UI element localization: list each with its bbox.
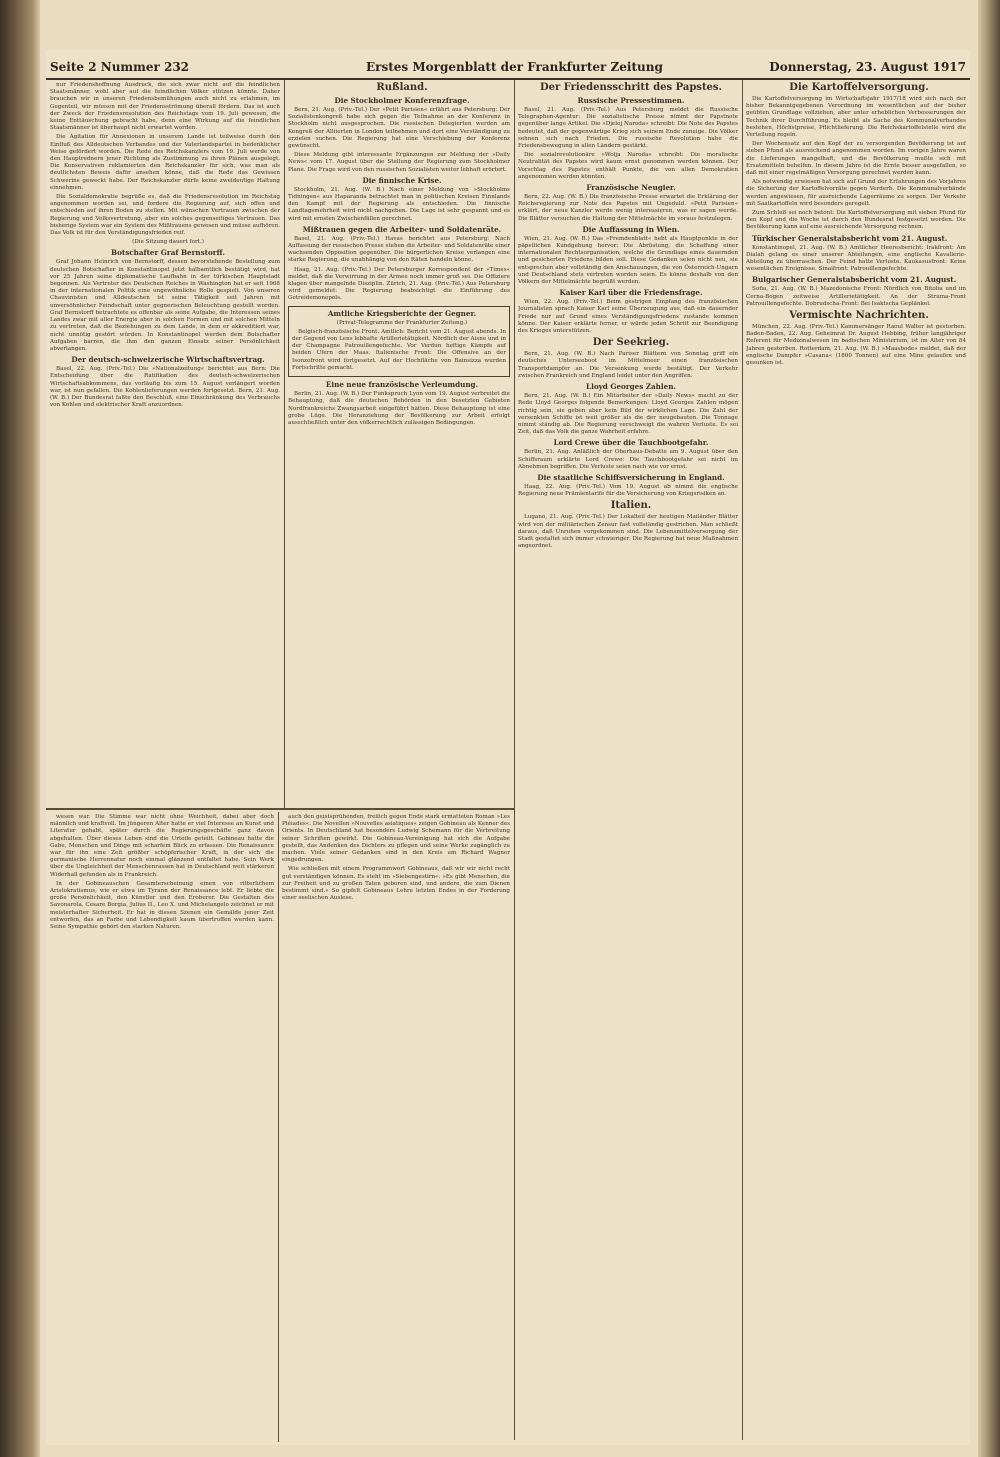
subheadline: Französische Neugier.	[586, 183, 676, 193]
article-text: Die Sozialdemokratie begrüße es, daß die Friedensresolution im Reichstag angenommen worden sei, und fordere die Regierung auf, sich offen und entschieden auf ihren Boden zu stellen. Mit wünschen Vertrauen zwischen der Regierung und Volksvertretung, aber ein solches gegenseitiges Vertrauen. Das bisherige System war ein System des Mißtrauens gewesen und müsse aufhören. Das Volk ist für den Verständigungsfrieden reif.	[50, 194, 280, 237]
article-text: Stockholm, 21. Aug. (W. B.) Nach einer Meldung von »Stockholms Tidningen« aus Haparanda betrachtet man in politischen Kreisen Finnlands den Kampf mit der Regierung als entschieden. Die finnische Landtagsmehrheit wird nicht nachgeben. Die Lage ist sehr gespannt und es wird mit ernsten Zwischenfällen gerechnet.	[288, 186, 510, 222]
article-text: Diese Meldung gibt interessante Ergänzungen zur Meldung der »Daily News« vom 17. August über die Stellung der Regierung zum Stockholmer Plane. Die Frage wird von den russischen Sozialisten weiter lebhaft erörtert.	[288, 152, 510, 173]
article-text: Berlin, 21. Aug. (W. B.) Der Funkspruch Lyon vom 19. August verbreitet die Behauptung, daß die deutschen Behörden in den besetzten Gebieten Nordfrankreichs Zwangsarbeit eingeführt hätten. Diese Behauptung ist eine grobe Lüge. Die Heranziehung der Bevölkerung zur Arbeit erfolgt ausschließlich unter den völkerrechtlich zulässigen Bedingungen.	[288, 391, 510, 426]
newspaper-page	[46, 50, 970, 1445]
article-text: Lugano, 21. Aug. (Priv.-Tel.) Der Lokalteil der heutigen Mailänder Blätter wird von der militärischen Zensur fast vollständig gestrichen. Man schließt daraus, daß Unruhen vorgekommen sind. Die Lebensmittelversorgung der Stadt gestaltet sich immer schwieriger. Die Regierung hat neue Maßnahmen angeordnet.	[518, 514, 738, 550]
masthead: Erstes Morgenblatt der Frankfurter Zeitung	[366, 60, 663, 74]
headline: Die Kartoffelversorgung.	[789, 82, 929, 93]
column-3	[518, 82, 738, 1438]
feuilleton-text: auch den geistsprühenden, freilich gegen Ende stark ermatteten Roman »Les Pléiades«. Die Novellen »Nouvelles asiatiques« zeigen Gobineau als Kenner des Orients. In Deutschland hat besonders Ludwig Schemann für die Verbreitung seiner Schriften gewirkt. Die Gobineau-Vereinigung hat sich die Aufgabe gestellt, das Andenken des Dichters zu pflegen und seine Werke zugänglich zu machen. Viele seiner Gedanken sind in den Kreis um Richard Wagner eingedrungen.	[282, 814, 510, 864]
article-text: Bern, 21. Aug. (W. B.) Ein Mitarbeiter der »Daily News« macht zu der Rede Lloyd Georges folgende Bemerkungen: Lloyd Georges Zahlen mögen richtig sein, sie geben aber kein Bild der wirklichen Lage. Die Zahl der versenkten Schiffe ist weit größer als die der neugebauten. Die Tonnage nimmt ständig ab. Die Regierung verschweigt die wahren Verluste. Es sei Zeit, daß das Volk die ganze Wahrheit erfahre.	[518, 393, 738, 436]
article-text: Die Agitation für Annexionen in unserem Lande ist teilweise durch den Einfluß des Alldeutschen Verbandes und der Vaterlandspartei in bedenklicher Weise gefördert worden. Die Rede des Reichskanzlers vom 19. Juli werde von den Hauptrednern jener Richtung als Zustimmung zu ihren Plänen ausgelegt. Die Konservativen reklamierten den Reichskanzler für sich, was man als deutlichsten Beweis dafür ansehen könne, daß die Rede das Gewissen Schwerins geweckt habe. Der Reichskanzler dürfe keine zweideutige Haltung einnehmen.	[50, 134, 280, 191]
subheadline: Kaiser Karl über die Friedensfrage.	[559, 288, 703, 298]
headline: Der Seekrieg.	[592, 337, 670, 349]
article-text: Zum Schluß sei noch betont: Die Kartoffelversorgung mit sieben Pfund für den Kopf und die Woche ist durch den Bundesrat festgesetzt worden. Die Bevölkerung kann auf eine ausreichende Versorgung rechnen.	[746, 210, 966, 231]
book-binding	[0, 0, 40, 1457]
article-text: Basel, 21. Aug. (Priv.-Tel.) Aus Petersburg meldet die Russische Telegraphen-Agentur: Die sozialistische Presse nimmt der Papstnote gegenüber lange Artikel. Die »Djeloj Naroda« schreibt: Die Note des Papstes bedeutet, daß der gegenwärtige Krieg sich seinem Ende zuneige. Die Völker sehnen sich nach Frieden. Die russische Revolution habe die Friedensbewegung in allen Ländern gestärkt.	[518, 107, 738, 150]
article-text: Basel, 21. Aug. (Priv.-Tel.) Havas berichtet aus Petersburg: Nach Auffassung der russischen Presse stehen die Arbeiter- und Soldatenräte einer wachsenden Opposition gegenüber. Die bürgerlichen Kreise verlangen eine starke Regierung, die unabhängig von den Räten handeln könne.	[288, 235, 510, 264]
article-text: Belgisch-französische Front. Amtlich: Bericht vom 21. August abends. In der Gegend von Lens lebhafte Artillerietätigkeit. Nördlich der Aisne und in der Champagne Patrouillengefechte. Vor Verdun heftige Kämpfe auf beiden Ufern der Maas. Italienische Front: Die Offensive an der Isonzofront wird fortgesetzt. Auf der Hochfläche von Bainsizza wurden Fortschritte gemacht.	[292, 328, 506, 371]
feuilleton-column-2	[282, 814, 510, 1438]
article-text: Bern, 22. Aug. (W. B.) Die französische Presse erwartet die Erklärung der Reichsregierung zur Note des Papstes mit Ungeduld. »Petit Parisien« erklärt, der neue Kanzler werde wenig interessieren, was er sagen werde. Die Blätter versuchen die Haltung der Mittelmächte im voraus festzulegen.	[518, 194, 738, 222]
subheadline: Lloyd Georges Zahlen.	[586, 382, 676, 392]
feuilleton-column-1	[50, 814, 274, 1438]
article-text: Bern, 21. Aug. (Priv.-Tel.) Der »Petit Parisien« erfährt aus Petersburg: Der Sozialistenkongreß habe sich gegen die Teilnahme an der Konferenz in Stockholm nicht ausgesprochen. Die russischen Delegierten werden am Kongreß der Alliierten in London teilnehmen und dort eine Verständigung zu erzielen suchen. Die Regierung hat eine Verschiebung der Konferenz gewünscht.	[288, 107, 510, 150]
article-text: Basel, 22. Aug. (Priv.-Tel.) Die »Nationalzeitung« berichtet aus Bern: Die Entscheidung über die Ratifikation des deutsch-schweizerischen Wirtschaftsabkommens, das vorläufig bis zum 15. August verlängert worden war, ist nun gefallen. Die Kohlenlieferungen werden fortgesetzt. Bern, 21. Aug. (W. B.) Der Bundesrat faßte den Beschluß, eine Einschränkung des Verbrauchs von Kohlen und elektrischer Kraft anzuordnen.	[50, 366, 280, 409]
subheadline: Die Stockholmer Konferenzfrage.	[334, 96, 470, 105]
headline: Italien.	[610, 500, 652, 512]
column-rule	[284, 80, 285, 808]
war-reports-box	[288, 306, 510, 377]
article-text: Konstantinopel, 21. Aug. (W. B.) Amtlicher Heeresbericht: Irakfront: Am Dialah gelang es einer unserer Abteilungen, eine englische Kavallerie-Abteilung zu überraschen. Der Feind hatte Verluste. Kaukasusfront: Keine wesentlichen Ereignisse. Sinaifront: Patrouillengefechte.	[746, 244, 966, 273]
column-2	[288, 82, 510, 806]
article-text: Bern, 21. Aug. (W. B.) Nach Pariser Blättern von Sonntag griff ein deutsches Unterseeboot im Mittelmeer einen französischen Transportdampfer an. Die Versenkung wurde bestätigt. Der Verkehr zwischen Frankreich und England leidet unter den Angriffen.	[518, 351, 738, 379]
next-page-edge	[978, 0, 1000, 1457]
session-note: (Die Sitzung dauert fort.)	[132, 239, 204, 246]
article-text: Als notwendig erwiesen hat sich auf Grund der Erfahrungen des Vorjahres die Sicherung der Kartoffelvorräte gegen Verderb. Die Kommunalverbände werden angewiesen, für ausreichende Lagerräume zu sorgen. Der Verkehr mit Saatkartoffeln wird besonders geregelt.	[746, 179, 966, 207]
feuilleton-text: wesen war. Die Stimme war nicht ohne Weichheit, dabei aber doch männlich und kraftvoll. Im jüngeren Alter hatte er viel Interesse an Kunst und Literatur gehabt, später durch die Regierungsgeschäfte ganz davon abgehalten. Über dieses Leben sind die Urteile geteilt. Gobineau hatte die Gabe, Menschen und Dinge mit scharfem Blick zu erfassen. Die Renaissance war für ihn eine Zeit größter schöpferischer Kraft, in der sich die germanische Herrennatur noch einmal glänzend entfaltet habe. Sein Werk über die Ungleichheit der Menschenrassen hat in Deutschland weit stärkeren Widerhall gefunden als in Frankreich.	[50, 814, 274, 878]
article-text: Die Kartoffelversorgung im Wirtschaftsjahr 1917/18 wird sich nach der bisher Bekanntgegebenen Verordnung im wesentlichen auf der bisher geübten Grundlage vollziehen, aber unter erheblichen Verbesserungen der Technik ihrer Durchführung. Es bleibt als Sache des Kommunalverbandes bestehen, Höchstpreise, Pflichtlieferung. Die Reichskartoffelstelle wird die Verteilung regeln.	[746, 96, 966, 139]
page-header	[46, 56, 970, 80]
headline: Rußland.	[376, 82, 428, 93]
headline: Eine neue französische Verleumdung.	[325, 380, 479, 390]
page-number: Seite 2 Nummer 232	[50, 60, 190, 74]
column-rule	[742, 80, 743, 1440]
issue-date: Donnerstag, 23. August 1917	[769, 60, 966, 74]
headline: Amtliche Kriegsberichte der Gegner.	[327, 308, 477, 318]
article-text: Sofia, 21. Aug. (W. B.) Mazedonische Front: Nördlich von Bitolia und im Cerna-Bogen zeitweise Artillerietätigkeit. An der Struma-Front Patrouillengefechte. Dobrudscha-Front: Bei Isaktscha Geplänkel.	[746, 286, 966, 307]
feuilleton-text: In der Gobineauschen Gesamterscheinung einen von ritterlichem Aristokratismus, wie er etwa im Tyrann der Renaissance lebt. Er liebte die große Persönlichkeit, den Künstler und den Eroberer. Die Gestalten des Savonarola, Cesare Borgia, Julius II., Leo X. und Michelangelo zeichnet er mit meisterhafter Sicherheit. Er hat in diesen Szenen ein Gemälde jener Zeit entworfen, das an Farbe und Lebendigkeit kaum übertroffen werden kann. Seine Sympathie gehört den starken Naturen.	[50, 880, 274, 931]
subheadline: Lord Crewe über die Tauchbootgefahr.	[553, 438, 709, 448]
article-text: nur Friedenshoffnung Ausdruck, die sich zwar nicht auf die feindlichen Staatsmänner, wohl aber auf die feindlichen Völker stützen könnte. Daher brauchen wir in unseren Friedensbemühungen auch nicht zu erlahmen, im Gegenteil, wir müssen mit der Friedensströmung überall fördern. Das ist auch der Zweck der Friedensresolution des Reichstags vom 19. Juli gewesen, die keine Enttäuschung gebracht habe, denn eine Wirkung auf die feindlichen Staatsmänner ist überhaupt nicht erwartet worden.	[50, 82, 280, 132]
article-text: Haag, 22. Aug. (Priv.-Tel.) Vom 19. August ab nimmt die englische Regierung neue Prämientarife für die Versicherung von Kriegsrisiken an.	[518, 483, 738, 498]
article-text: Graf Johann Heinrich von Bernstorff, dessen bevorstehende Bestellung zum deutschen Botschafter in Konstantinopel jetzt halbamtlich bestätigt wird, hat vor 25 Jahren seine diplomatische Laufbahn in der türkischen Hauptstadt begonnen. Als Vertreter des Deutschen Reiches in Washington hat er seit 1908 in der internationalen Politik eine ungewöhnliche Rolle gespielt. Von unseren Chauvinisten und Alldeutschen ist seine Tätigkeit seit Jahren mit unversöhnlicher Feindschaft unter gegnerischen Beleuchtung gestellt worden. Graf Bernstorff betrachtete es offenbar als seine Aufgabe, die Interessen seines Landes zwar mit aller Energie aber in solchen Formen und mit solchen Mitteln zu vertreten, daß die Beziehungen zu dem Lande, in dem er akkreditiert war, nicht unnötig gestört würden. In Konstantinopel werden dem Botschafter Aufgaben harren, die ihm den ganzen Einsatz seiner Persönlichkeit abverlangen.	[50, 259, 280, 352]
column-rule	[514, 80, 515, 1440]
subheadline: Bulgarischer Generalstabsbericht vom 21. August.	[752, 275, 957, 285]
subheadline: Die Auffassung in Wien.	[582, 224, 680, 234]
subheadline: Russische Pressestimmen.	[577, 96, 685, 105]
feuilleton-rule	[46, 808, 514, 810]
subheadline: Die finnische Krise.	[362, 175, 442, 185]
article-text: Die sozialrevolutionäre »Wolja Naroda« schreibt: Die moralische Neutralität des Papstes wird kaum ernst genommen werden können. Der Vorschlag des Papstes enthält Punkte, die von allen Demokratien angenommen werden könnten.	[518, 152, 738, 180]
source-note: (Privat-Telegramme der Frankfurter Zeitung.)	[336, 319, 468, 326]
subheadline: Die staatliche Schiffsversicherung in England.	[537, 472, 725, 482]
headline: Der deutsch-schweizerische Wirtschaftsvertrag.	[71, 355, 265, 365]
article-text: Wien, 22. Aug. (Priv.-Tel.) Beim gestrigen Empfang des französischen Journalisten sprach Kaiser Karl seine Überzeugung aus, daß ein dauernder Friede nur auf Grund eines Verständigungsfriedens zustande kommen könne. Der Kaiser erklärte ferner, er würde jeden Schritt zur Beendigung des Krieges unterstützen.	[518, 299, 738, 335]
headline: Vermischte Nachrichten.	[789, 310, 929, 322]
article-text: Haag, 21. Aug. (Priv.-Tel.) Der Petersburger Korrespondent der »Times« meldet, daß die Verwirrung in der Armee noch immer groß sei. Die Offiziere klagen über mangelnde Disziplin. Zürich, 21. Aug. (Priv.-Tel.) Aus Petersburg wird gemeldet: Die Regierung beabsichtigt die Einführung des Getreidemonopols.	[288, 266, 510, 302]
feuilleton-text: Wie schließen mit einem Programmwort Gobineaus, daß wir wir nicht recht gut verständigen können. Es steht im »Siebengestirn«: »Es gibt Menschen, die zur Freiheit und zu großen Taten geboren sind, und andere, die zum Dienen bestimmt sind.« So gipfelt Gobineaus Lehre letzten Endes in der Forderung einer seelischen Auslese.	[282, 866, 510, 902]
article-text: Der Wochensatz auf den Kopf der zu versorgenden Bevölkerung ist auf sieben Pfund als ausreichend angenommen worden. Im vorigen Jahre waren die Lieferungen mangelhaft, und die Bevölkerung mußte sich mit Ersatzmitteln behelfen. In diesem Jahre ist die Ernte besser ausgefallen, so daß mit einer regelmäßigen Versorgung gerechnet werden kann.	[746, 141, 966, 177]
subheadline: Mißtrauen gegen die Arbeiter- und Soldatenräte.	[302, 224, 502, 234]
column-4	[746, 82, 966, 1438]
subheadline: Türkischer Generalstabsbericht vom 21. August.	[752, 233, 948, 243]
headline: Der Friedensschritt des Papstes.	[539, 82, 723, 93]
article-text: Berlin, 21. Aug. Anläßlich der Oberhaus-Debatte am 9. August über den Schiffsraum erklärte Lord Crewe: Die Tauchbootgefahr sei nicht im Abnehmen begriffen. Die Verluste seien nach wie vor ernst.	[518, 449, 738, 470]
headline: Botschafter Graf Bernstorff.	[111, 248, 225, 258]
column-rule	[278, 812, 279, 1442]
article-text: Wien, 21. Aug. (W. B.) Das »Fremdenblatt« hebt als Hauptpunkte in der päpstlichen Kundgebung hervor: Die Abrüstung, die Schaffung einer internationalen Rechtsorganisation, welche die Grundlage eines dauernden und gesicherten Friedens bilden soll. Diese Gedanken seien nicht neu, sie entsprechen aber vollständig den Anschauungen, die von Österreich-Ungarn und Deutschland stets vertreten worden seien. Es könne deshalb von den Völkern der Mittelmächte begrüßt werden.	[518, 235, 738, 286]
article-text: München, 22. Aug. (Priv.-Tel.) Kammersänger Raoul Walter ist gestorben. Baden-Baden, 22. Aug. Geheimrat Dr. August Hebbing, früher langjähriger Referent für Medizinalwesen im badischen Ministerium, ist im Alter von 84 Jahren gestorben. Rotterdam, 21. Aug. (W. B.) »Maasbode« meldet, daß der englische Dampfer »Casana« (1800 Tonnen) auf eine Mine gelaufen und gesunken ist.	[746, 324, 966, 367]
column-1	[50, 82, 280, 806]
